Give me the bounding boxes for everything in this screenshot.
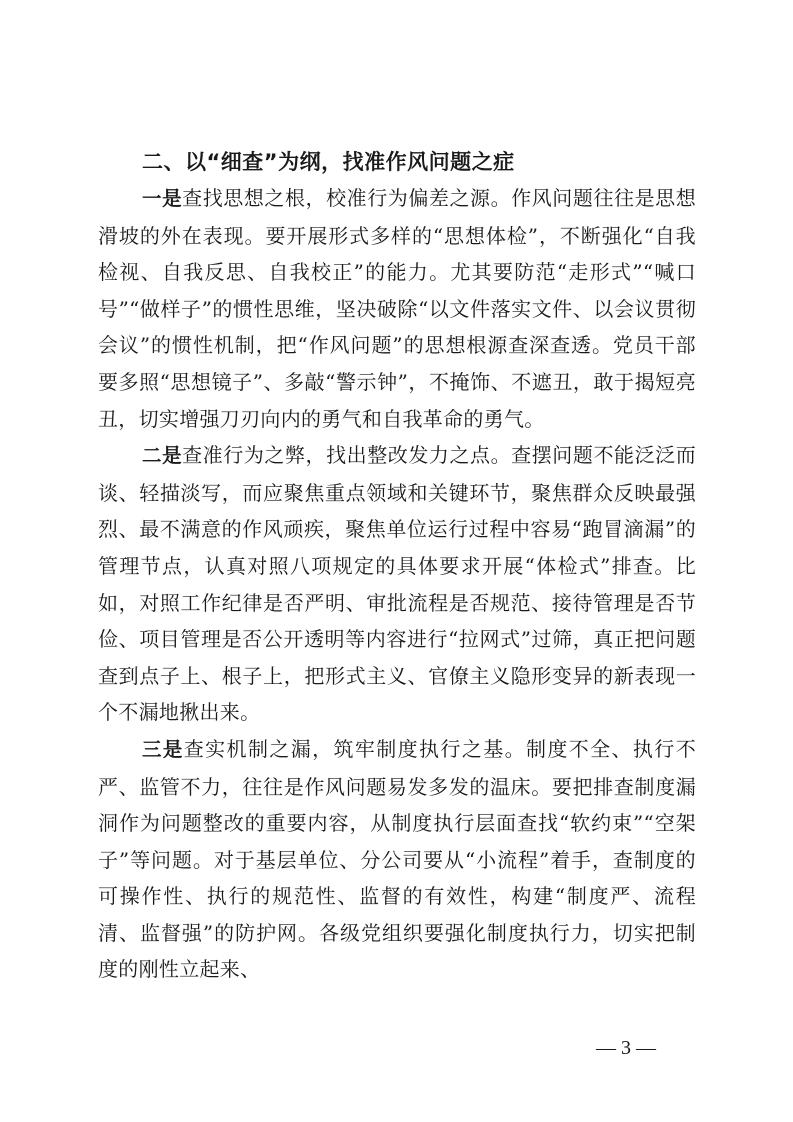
paragraph-1-lead: 一是 — [142, 187, 183, 210]
paragraph-2-lead: 二是 — [142, 444, 183, 468]
paragraph-3-lead: 三是 — [142, 737, 184, 761]
body-text — [98, 180, 696, 988]
paragraph-2-text: 查准行为之弊，找出整改发力之点。查摆问题不能泛泛而谈、轻描淡写，而应聚焦重点领域和关键环节，聚焦群众反映最强烈、最不满意的作风顽疾，聚焦单位运行过程中容易“跑冒滴漏”的管理节点，认真对照八项规定的具体要求开展“体检式”排查。比如，对照工作纪律是否严明、审批流程是否规范、接待管理是否节俭、项目管理是否公开透明等内容进行“拉网式”过筛，真正把问题查到点子上、根子上，把形式主义、官僚主义隐形变异的新表现一个不漏地揪出来。 — [98, 443, 697, 725]
section-heading: 二、以“细查”为纲，找准作风问题之症 — [142, 150, 515, 174]
page-number: — 3 — — [596, 1037, 656, 1059]
paragraph-1 — [98, 180, 696, 437]
paragraph-3-text: 查实机制之漏，筑牢制度执行之基。制度不全、执行不严、监管不力，往往是作风问题易发多发的温床。要把排查制度漏洞作为问题整改的重要内容，从制度执行层面查找“软约束”“空架子”等问题。对于基层单位、分公司要从“小流程”着手，查制度的可操作性、执行的规范性、监督的有效性，构建“制度严、流程清、监督强”的防护网。各级党组织要强化制度执行力，切实把制度的刚性立起来、 — [98, 736, 696, 982]
paragraph-1-text: 查找思想之根，校准行为偏差之源。作风问题往往是思想滑坡的外在表现。要开展形式多样的“思想体检”，不断强化“自我检视、自我反思、自我校正”的能力。尤其要防范“走形式”“喊口号”“做样子”的惯性思维，坚决破除“以文件落实文件、以会议贯彻会议”的惯性机制，把“作风问题”的思想根源查深查透。党员干部要多照“思想镜子”、多敲“警示钟”，不掩饰、不遮丑，敢于揭短亮丑，切实增强刀刃向内的勇气和自我革命的勇气。 — [98, 186, 697, 431]
paragraph-3 — [98, 731, 696, 988]
paragraph-2 — [98, 437, 696, 731]
